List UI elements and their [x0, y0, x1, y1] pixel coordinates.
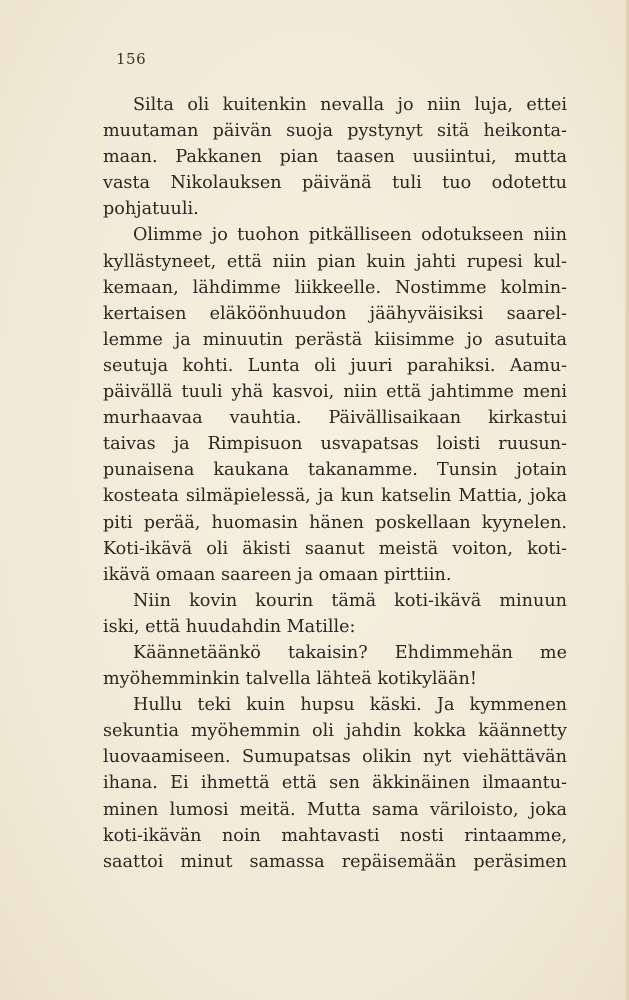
- page-number: 156: [116, 50, 147, 68]
- text-line: seutuja kohti. Lunta oli juuri parahiksi. Aamu-: [103, 355, 567, 376]
- text-line: minen lumosi meitä. Mutta sama väriloisto, joka: [103, 799, 567, 820]
- text-line: myöhemminkin talvella lähteä kotikylään!: [103, 669, 477, 690]
- text-line: saattoi minut samassa repäisemään peräsimen: [103, 851, 567, 872]
- text-line: kyllästyneet, että niin pian kuin jahti rupesi kul-: [103, 251, 567, 272]
- text-line: koti-ikävän noin mahtavasti nosti rintaamme,: [103, 825, 567, 846]
- paragraph: [103, 640, 567, 692]
- text-line: vasta Nikolauksen päivänä tuli tuo odotettu: [103, 173, 567, 194]
- paragraph: [103, 92, 567, 222]
- text-line: luovaamiseen. Sumupatsas olikin nyt viehättävän: [103, 747, 567, 768]
- text-line: Silta oli kuitenkin nevalla jo niin luja, ettei: [133, 95, 567, 115]
- text-line: piti perää, huomasin hänen poskellaan kyynelen.: [103, 512, 567, 533]
- text-line: maan. Pakkanen pian taasen uusiintui, mutta: [103, 147, 567, 168]
- paragraph: [103, 222, 567, 587]
- text-line: päivällä tuuli yhä kasvoi, niin että jahtimme meni: [103, 382, 567, 403]
- text-line: Niin kovin kourin tämä koti-ikävä minuun: [133, 590, 567, 611]
- paragraph: [103, 692, 567, 875]
- text-line: pohjatuuli.: [103, 199, 199, 220]
- text-line: Hullu teki kuin hupsu käski. Ja kymmenen: [133, 695, 567, 716]
- text-line: taivas ja Rimpisuon usvapatsas loisti ruusun-: [103, 434, 567, 455]
- text-line: Olimme jo tuohon pitkälliseen odotukseen niin: [133, 225, 567, 246]
- text-line: kertaisen eläköönhuudon jäähyväisiksi saarel-: [103, 303, 567, 324]
- text-line: Käännetäänkö takaisin? Ehdimmehän me: [133, 642, 567, 663]
- paragraph: [103, 588, 567, 640]
- text-line: iski, että huudahdin Matille:: [103, 616, 356, 637]
- text-line: murhaavaa vauhtia. Päivällisaikaan kirkastui: [103, 408, 567, 429]
- page-edge: [625, 0, 629, 1000]
- text-line: ihana. Ei ihmettä että sen äkkinäinen ilmaantu-: [103, 773, 567, 794]
- text-line: muutaman päivän suoja pystynyt sitä heikonta-: [103, 121, 567, 142]
- body-text: [103, 92, 567, 875]
- text-line: punaisena kaukana takanamme. Tunsin jotain: [103, 460, 567, 481]
- text-line: kemaan, lähdimme liikkeelle. Nostimme kolmin-: [103, 277, 567, 298]
- text-line: Koti-ikävä oli äkisti saanut meistä voiton, koti-: [103, 538, 567, 559]
- text-line: kosteata silmäpielessä, ja kun katselin Mattia, joka: [103, 486, 567, 507]
- text-line: lemme ja minuutin perästä kiisimme jo asutuita: [103, 329, 567, 350]
- text-line: sekuntia myöhemmin oli jahdin kokka käännetty: [103, 721, 567, 742]
- text-line: ikävä omaan saareen ja omaan pirttiin.: [103, 564, 452, 585]
